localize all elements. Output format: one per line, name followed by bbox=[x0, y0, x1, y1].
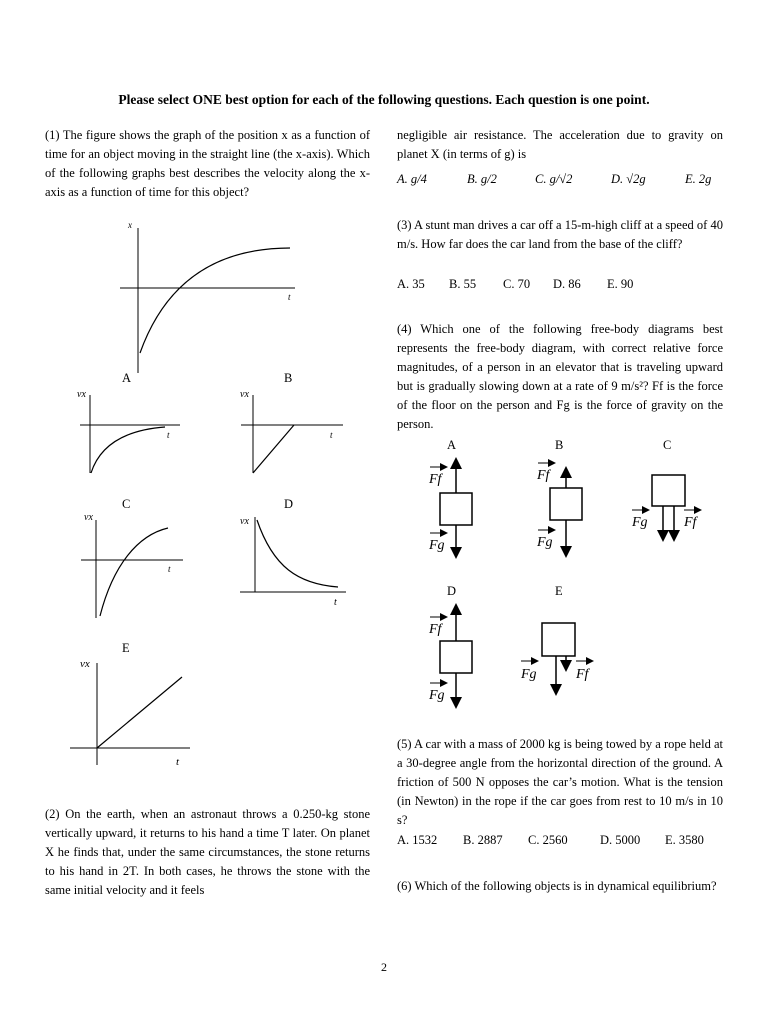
q6-text: (6) Which of the following objects is in dynamical equilibrium? bbox=[397, 879, 717, 893]
q1-graph-b bbox=[238, 385, 348, 475]
q1-graph-e bbox=[70, 655, 195, 770]
q5-option-e[interactable]: E. 3580 bbox=[665, 833, 704, 847]
q2-options bbox=[397, 172, 711, 187]
q2-option-e[interactable]: E. 2g bbox=[685, 172, 712, 186]
svg-text:vx: vx bbox=[80, 658, 90, 670]
q4-diagram-d bbox=[425, 603, 505, 708]
q4-opt-b-label: B bbox=[555, 438, 564, 452]
q1-opt-c-label: C bbox=[122, 497, 131, 511]
q4-opt-e-label: E bbox=[555, 584, 563, 598]
svg-text:t: t bbox=[176, 756, 180, 768]
q1-main-graph bbox=[110, 218, 310, 378]
svg-text:Ff: Ff bbox=[576, 667, 589, 682]
q3-option-c[interactable]: C. 70 bbox=[503, 277, 531, 291]
main-x-label: x bbox=[128, 220, 132, 230]
q5-options bbox=[397, 833, 704, 848]
q2-option-c[interactable]: C. g/√2 bbox=[535, 172, 573, 186]
svg-text:t: t bbox=[168, 564, 171, 574]
q3-option-a[interactable]: A. 35 bbox=[397, 277, 425, 291]
q1-graph-d bbox=[238, 512, 353, 612]
svg-text:t: t bbox=[330, 430, 333, 440]
q1-opt-b-label: B bbox=[284, 371, 293, 385]
svg-text:Fg: Fg bbox=[521, 667, 537, 682]
q4-opt-d-label: D bbox=[447, 584, 457, 598]
svg-text:vx: vx bbox=[77, 389, 86, 400]
q3-option-e[interactable]: E. 90 bbox=[607, 277, 634, 291]
q4-diagram-e bbox=[518, 618, 608, 698]
svg-text:vx: vx bbox=[240, 516, 249, 527]
q3-text: (3) A stunt man drives a car off a 15-m-high cliff at a speed of 40 m/s. How far does the car land from the base of the cliff? bbox=[397, 218, 723, 251]
svg-text:Fg: Fg bbox=[537, 535, 553, 550]
q4-opt-c-label: C bbox=[663, 438, 672, 452]
page-header: Please select ONE best option for each of the following questions. Each question is one point. bbox=[118, 92, 650, 107]
q4-text: (4) Which one of the following free-body diagrams best represents the free-body diagram, with correct relative force magnitudes, of a person in an elevator that is traveling upward but is gradually slowing down at a rate of 9 m/s²? Ff is the force of the floor on the person and Fg is the force of gravity on the person. bbox=[397, 322, 723, 431]
q2-option-b[interactable]: B. g/2 bbox=[467, 172, 497, 186]
svg-text:Ff: Ff bbox=[429, 622, 442, 637]
q1-graph-c bbox=[78, 510, 188, 620]
q5-option-a[interactable]: A. 1532 bbox=[397, 833, 438, 847]
svg-text:Fg: Fg bbox=[632, 515, 648, 530]
q3-option-b[interactable]: B. 55 bbox=[449, 277, 477, 291]
page-number: 2 bbox=[381, 960, 387, 974]
q5-text: (5) A car with a mass of 2000 kg is being towed by a rope held at a 30-degree angle from the horizontal direction of the ground. A friction of 500 N opposes the car’s motion. What is the tension (in Newton) in the rope if the car goes from rest to 10 m/s in 10 s? bbox=[397, 737, 723, 827]
q3-options bbox=[397, 277, 633, 292]
q5-option-b[interactable]: B. 2887 bbox=[463, 833, 503, 847]
svg-text:Ff: Ff bbox=[429, 472, 442, 487]
svg-text:t: t bbox=[334, 597, 337, 608]
q4-opt-a-label: A bbox=[447, 438, 457, 452]
svg-text:Fg: Fg bbox=[429, 538, 445, 553]
q1-opt-e-label: E bbox=[122, 641, 130, 655]
q1-opt-a-label: A bbox=[122, 371, 132, 385]
q4-diagram-c bbox=[630, 470, 710, 545]
q2-option-a[interactable]: A. g/4 bbox=[397, 172, 427, 186]
q2-option-d[interactable]: D. √2g bbox=[611, 172, 646, 186]
q1-text: (1) The figure shows the graph of the position x as a function of time for an object moving in the straight line (the x-axis). Which of the following graphs best describes the velocity along the x-axis as a function of time for this object? bbox=[45, 128, 370, 199]
svg-text:vx: vx bbox=[84, 512, 93, 523]
svg-text:t: t bbox=[167, 430, 170, 440]
q1-opt-d-label: D bbox=[284, 497, 294, 511]
q1-graph-a bbox=[75, 385, 185, 475]
q5-option-d[interactable]: D. 5000 bbox=[600, 833, 641, 847]
q4-diagram-b bbox=[535, 458, 615, 563]
q2-text-continued: negligible air resistance. The acceleration due to gravity on planet X (in terms of g) is bbox=[397, 128, 723, 161]
main-t-label: t bbox=[288, 292, 291, 302]
svg-text:Ff: Ff bbox=[537, 468, 550, 483]
q5-option-c[interactable]: C. 2560 bbox=[528, 833, 568, 847]
svg-text:Ff: Ff bbox=[684, 515, 697, 530]
q3-option-d[interactable]: D. 86 bbox=[553, 277, 581, 291]
q2-text: (2) On the earth, when an astronaut throws a 0.250-kg stone vertically upward, it returns to his hand a time T later. On planet X he finds that, under the same circumstances, the stone returns to his hand in 2T. In both cases, he throws the stone with the same initial velocity and it feels bbox=[45, 807, 370, 897]
svg-text:vx: vx bbox=[240, 389, 249, 400]
svg-text:Fg: Fg bbox=[429, 688, 445, 703]
q4-diagram-a bbox=[425, 455, 505, 560]
